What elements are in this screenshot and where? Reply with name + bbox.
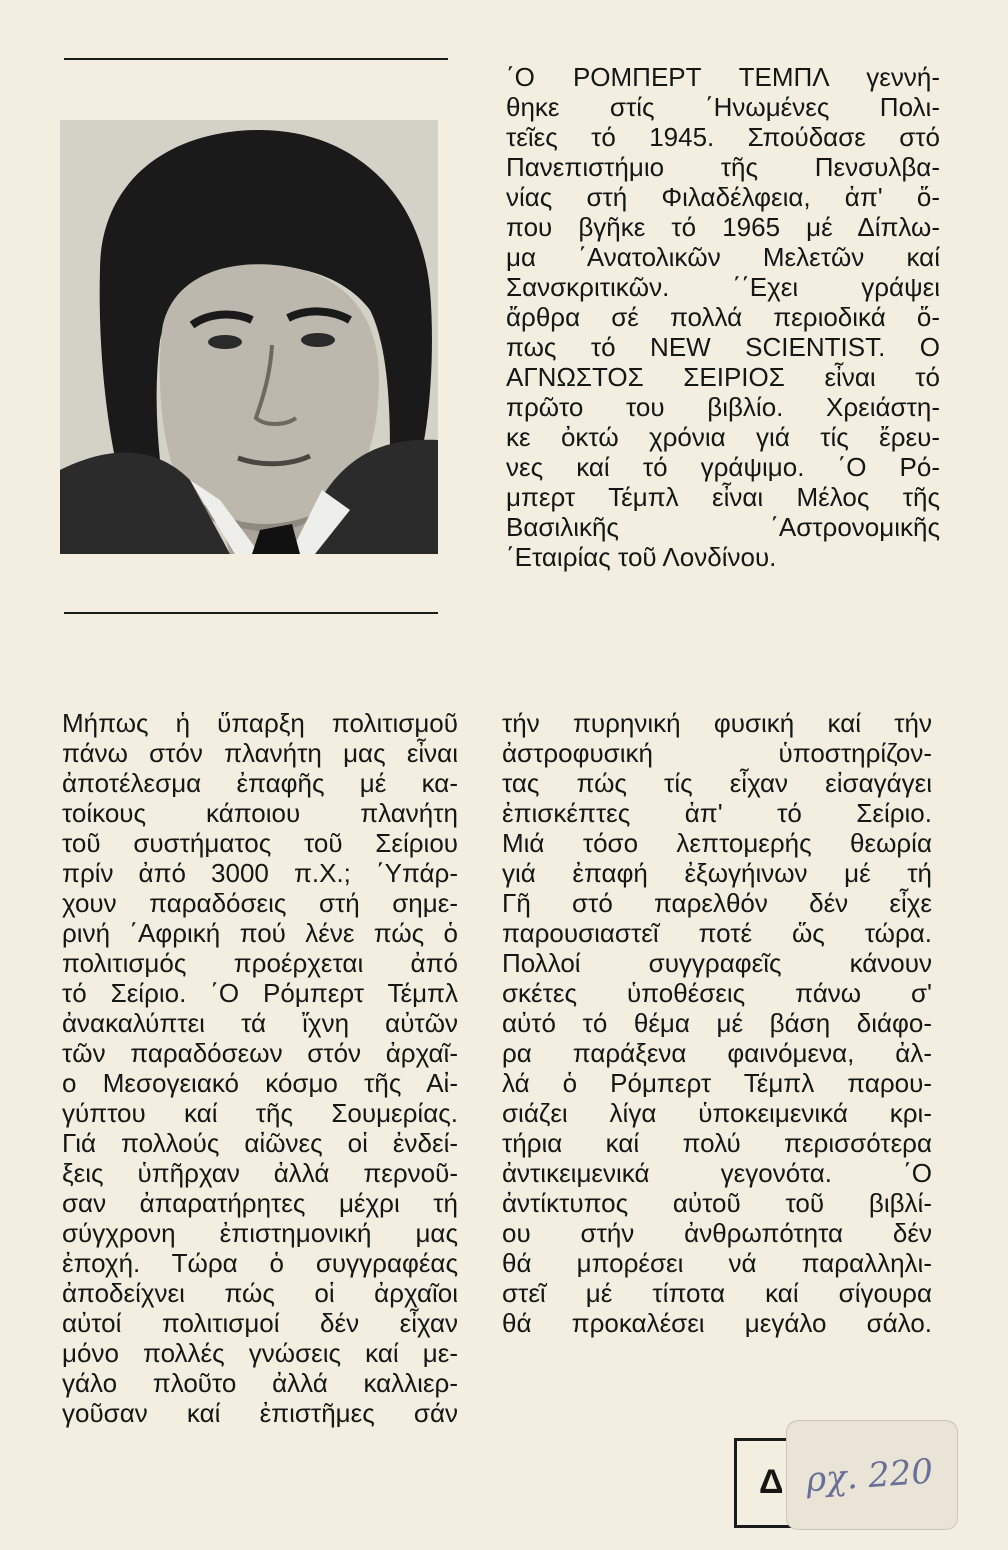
blurb-line: τοίκους κάποιου πλανήτη	[62, 798, 458, 828]
blurb-line: ξεις ὑπῆρχαν ἀλλά περνοῦ-	[62, 1158, 458, 1188]
bio-line: πως τό NEW SCIENTIST. Ο	[506, 332, 940, 362]
blurb-line: θά μπορέσει νά παραλληλι-	[502, 1248, 932, 1278]
blurb-line: ἐπισκέπτες ἀπ' τό Σείριο.	[502, 798, 932, 828]
bio-line: ΑΓΝΩΣΤΟΣ ΣΕΙΡΙΟΣ εἶναι τό	[506, 362, 940, 392]
price-sticker	[786, 1420, 958, 1530]
blurb-line: γάλο πλοῦτο ἀλλά καλλιερ-	[62, 1368, 458, 1398]
blurb-line: πάνω στόν πλανήτη μας εἶναι	[62, 738, 458, 768]
blurb-line: αὐτοί πολιτισμοί δέν εἶχαν	[62, 1308, 458, 1338]
blurb-line: ο Μεσογειακό κόσμο τῆς Αἰ-	[62, 1068, 458, 1098]
bio-line: θηκε στίς ΄Ηνωμένες Πολι-	[506, 92, 940, 122]
blurb-line: λά ὁ Ρόμπερτ Τέμπλ παρου-	[502, 1068, 932, 1098]
blurb-line: τοῦ συστήματος τοῦ Σείριου	[62, 828, 458, 858]
blurb-line: τας πώς τίς εἶχαν εἰσαγάγει	[502, 768, 932, 798]
blurb-line: ου στήν ἀνθρωπότητα δέν	[502, 1218, 932, 1248]
blurb-line: Πολλοί συγγραφεῖς κάνουν	[502, 948, 932, 978]
price-currency-letter: Δ	[759, 1463, 784, 1501]
blurb-line: σκέτες ὑποθέσεις πάνω σ'	[502, 978, 932, 1008]
blurb-line: ρα παράξενα φαινόμενα, ἀλ-	[502, 1038, 932, 1068]
blurb-line: πολιτισμός προέρχεται ἀπό	[62, 948, 458, 978]
bio-line: μα ΄Ανατολικῶν Μελετῶν καί	[506, 242, 940, 272]
blurb-line: πρίν ἀπό 3000 π.Χ.; ΄Υπάρ-	[62, 858, 458, 888]
blurb-line: ἀποτέλεσμα ἐπαφῆς μέ κα-	[62, 768, 458, 798]
blurb-line: ἀντίκτυπος αὐτοῦ τοῦ βιβλί-	[502, 1188, 932, 1218]
blurb-line: στεῖ μέ τίποτα καί σίγουρα	[502, 1278, 932, 1308]
blurb-line: σύγχρονη ἐπιστημονική μας	[62, 1218, 458, 1248]
blurb-line: Γῆ στό παρελθόν δέν εἶχε	[502, 888, 932, 918]
bio-line: Σανσκριτικῶν. ΄΄Εχει γράψει	[506, 272, 940, 302]
bio-line: που βγῆκε τό 1965 μέ Δίπλω-	[506, 212, 940, 242]
blurb-line: Μήπως ἡ ὕπαρξη πολιτισμοῦ	[62, 708, 458, 738]
author-photo	[60, 120, 438, 554]
bio-line: νες καί τό γράψιμο. ΄Ο Ρό-	[506, 452, 940, 482]
blurb-line: τήρια καί πολύ περισσότερα	[502, 1128, 932, 1158]
bio-line: πρῶτο του βιβλίο. Χρειάστη-	[506, 392, 940, 422]
blurb-line: ἐποχή. Τώρα ὁ συγγραφέας	[62, 1248, 458, 1278]
blurb-left-column	[62, 708, 458, 1428]
blurb-line: Γιά πολλούς αἰῶνες οἱ ἐνδεί-	[62, 1128, 458, 1158]
bio-line: μπερτ Τέμπλ εἶναι Μέλος τῆς	[506, 482, 940, 512]
bio-line: ἄρθρα σέ πολλά περιοδικά ὅ-	[506, 302, 940, 332]
blurb-line: γοῦσαν καί ἐπιστῆμες σάν	[62, 1398, 458, 1428]
blurb-line: ἀνακαλύπτει τά ἴχνη αὐτῶν	[62, 1008, 458, 1038]
top-rule	[64, 58, 448, 60]
blurb-line: τήν πυρηνική φυσική καί τήν	[502, 708, 932, 738]
blurb-line: αὐτό τό θέμα μέ βάση διάφο-	[502, 1008, 932, 1038]
blurb-line: γύπτου καί τῆς Σουμερίας.	[62, 1098, 458, 1128]
handwritten-price: ρχ. 220	[804, 1451, 935, 1501]
blurb-line: μόνο πολλές γνώσεις καί με-	[62, 1338, 458, 1368]
bio-line: τεῖες τό 1945. Σπούδασε στό	[506, 122, 940, 152]
blurb-line: θά προκαλέσει μεγάλο σάλο.	[502, 1308, 932, 1338]
bio-line: Πανεπιστήμιο τῆς Πενσυλβα-	[506, 152, 940, 182]
blurb-line: ἀποδείχνει πώς οἱ ἀρχαῖοι	[62, 1278, 458, 1308]
blurb-line: σιάζει λίγα ὑποκειμενικά κρι-	[502, 1098, 932, 1128]
bio-line: κε ὀκτώ χρόνια γιά τίς ἔρευ-	[506, 422, 940, 452]
blurb-line: τό Σείριο. ΄Ο Ρόμπερτ Τέμπλ	[62, 978, 458, 1008]
blurb-line: Μιά τόσο λεπτομερής θεωρία	[502, 828, 932, 858]
bio-line: ΄Ο ΡΟΜΠΕΡΤ ΤΕΜΠΛ γεννή-	[506, 62, 940, 92]
blurb-line: σαν ἀπαρατήρητες μέχρι τή	[62, 1188, 458, 1218]
blurb-line: χουν παραδόσεις στή σημε-	[62, 888, 458, 918]
bio-line: ΄Εταιρίας τοῦ Λονδίνου.	[506, 542, 777, 572]
bio-line: νίας στή Φιλαδέλφεια, ἀπ' ὅ-	[506, 182, 940, 212]
blurb-line: τῶν παραδόσεων στόν ἀρχαῖ-	[62, 1038, 458, 1068]
blurb-line: γιά ἐπαφή ἐξωγήινων μέ τή	[502, 858, 932, 888]
blurb-line: παρουσιαστεῖ ποτέ ὥς τώρα.	[502, 918, 932, 948]
bottom-rule	[64, 612, 438, 614]
blurb-line: ἀστροφυσική ὑποστηρίζον-	[502, 738, 932, 768]
author-portrait-image	[60, 120, 438, 554]
blurb-line: ρινή ΄Αφρική πού λένε πώς ὁ	[62, 918, 458, 948]
author-bio	[506, 62, 940, 572]
bio-line: Βασιλικῆς ΄Αστρονομικῆς	[506, 512, 940, 542]
blurb-line: ἀντικειμενικά γεγονότα. ΄Ο	[502, 1158, 932, 1188]
blurb-right-column	[502, 708, 932, 1338]
